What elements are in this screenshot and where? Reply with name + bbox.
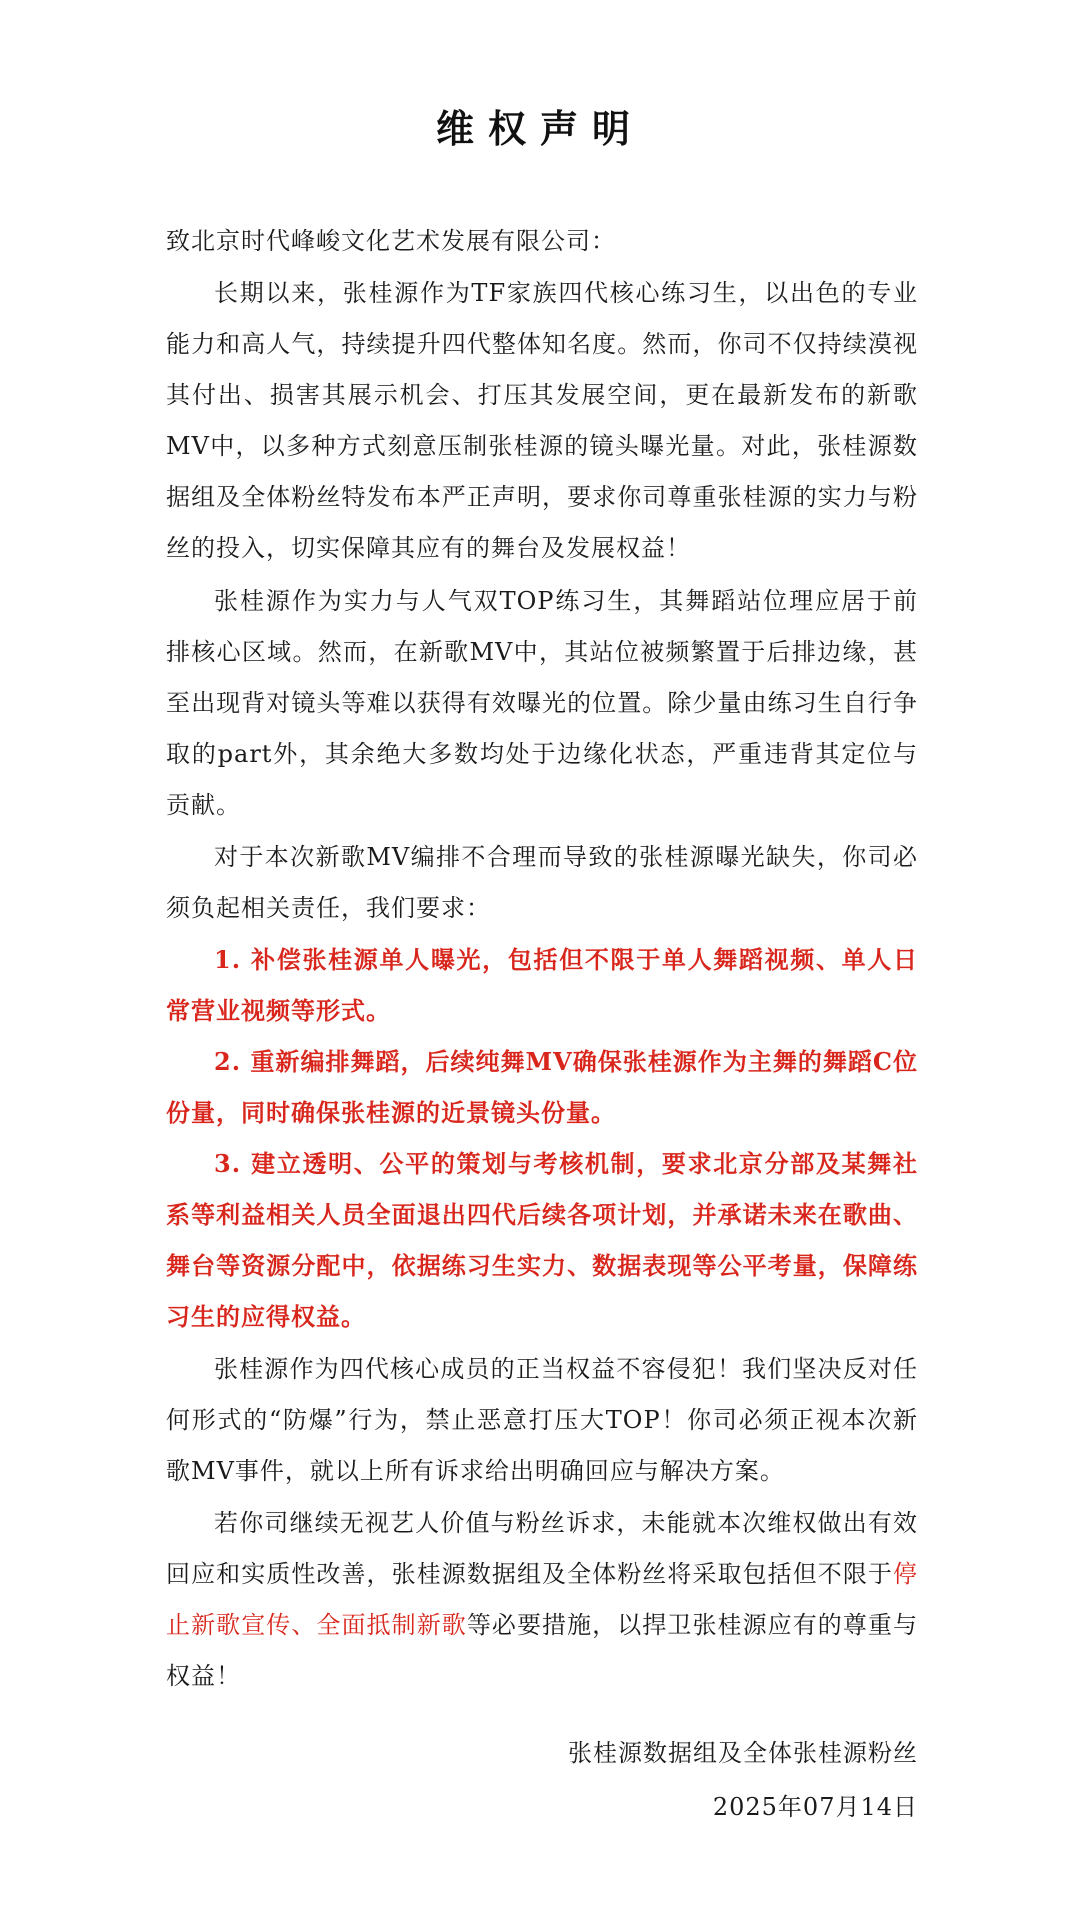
demand-item-3: 3. 建立透明、公平的策划与考核机制，要求北京分部及某舞社系等利益相关人员全面退出四代后续各项计划，并承诺未来在歌曲、舞台等资源分配中，依据练习生实力、数据表现等公平考量，保障练习生的应得权益。 <box>166 1149 918 1331</box>
document-body-3 <box>166 832 918 934</box>
paragraph-1: 长期以来，张桂源作为TF家族四代核心练习生，以出色的专业能力和高人气，持续提升四代整体知名度。然而，你司不仅持续漠视其付出、损害其展示机会、打压其发展空间，更在最新发布的新歌MV中，以多种方式刻意压制张桂源的镜头曝光量。对此，张桂源数据组及全体粉丝特发布本严正声明，要求你司尊重张桂源的实力与粉丝的投入，切实保障其应有的舞台及发展权益！ <box>166 279 918 562</box>
paragraph-5-text-before: 若你司继续无视艺人价值与粉丝诉求，未能就本次维权做出有效回应和实质性改善，张桂源数据组及全体粉丝将采取包括但不限于 <box>166 1509 918 1588</box>
demand-item-1: 1. 补偿张桂源单人曝光，包括但不限于单人舞蹈视频、单人日常营业视频等形式。 <box>166 945 918 1025</box>
salutation: 致北京时代峰峻文化艺术发展有限公司： <box>166 227 616 255</box>
document-body-4 <box>166 1344 918 1497</box>
paragraph-5-text-after: 等必要措施，以捍卫张桂源应有的尊重与权益！ <box>166 1611 918 1690</box>
document-title: 维权声明 <box>435 106 644 151</box>
paragraph-5-highlight: 停止新歌宣传、全面抵制新歌 <box>166 1560 918 1639</box>
statement-date: 2025年07月14日 <box>712 1793 918 1821</box>
signature: 张桂源数据组及全体张桂源粉丝 <box>568 1739 918 1767</box>
document-body-2 <box>166 576 918 831</box>
paragraph-5 <box>166 1498 918 1702</box>
document-body <box>166 268 918 574</box>
paragraph-4: 张桂源作为四代核心成员的正当权益不容侵犯！我们坚决反对任何形式的“防爆”行为，禁止恶意打压大TOP！你司必须正视本次新歌MV事件，就以上所有诉求给出明确回应与解决方案。 <box>166 1355 918 1485</box>
demand-list <box>166 934 918 1342</box>
demand-item-2: 2. 重新编排舞蹈，后续纯舞MV确保张桂源作为主舞的舞蹈C位份量，同时确保张桂源的近景镜头份量。 <box>166 1047 918 1127</box>
document-body-5 <box>166 1498 918 1702</box>
paragraph-3: 对于本次新歌MV编排不合理而导致的张桂源曝光缺失，你司必须负起相关责任，我们要求： <box>166 843 918 922</box>
paragraph-2: 张桂源作为实力与人气双TOP练习生，其舞蹈站位理应居于前排核心区域。然而，在新歌MV中，其站位被频繁置于后排边缘，甚至出现背对镜头等难以获得有效曝光的位置。除少量由练习生自行争取的part外，其余绝大多数均处于边缘化状态，严重违背其定位与贡献。 <box>166 587 918 819</box>
